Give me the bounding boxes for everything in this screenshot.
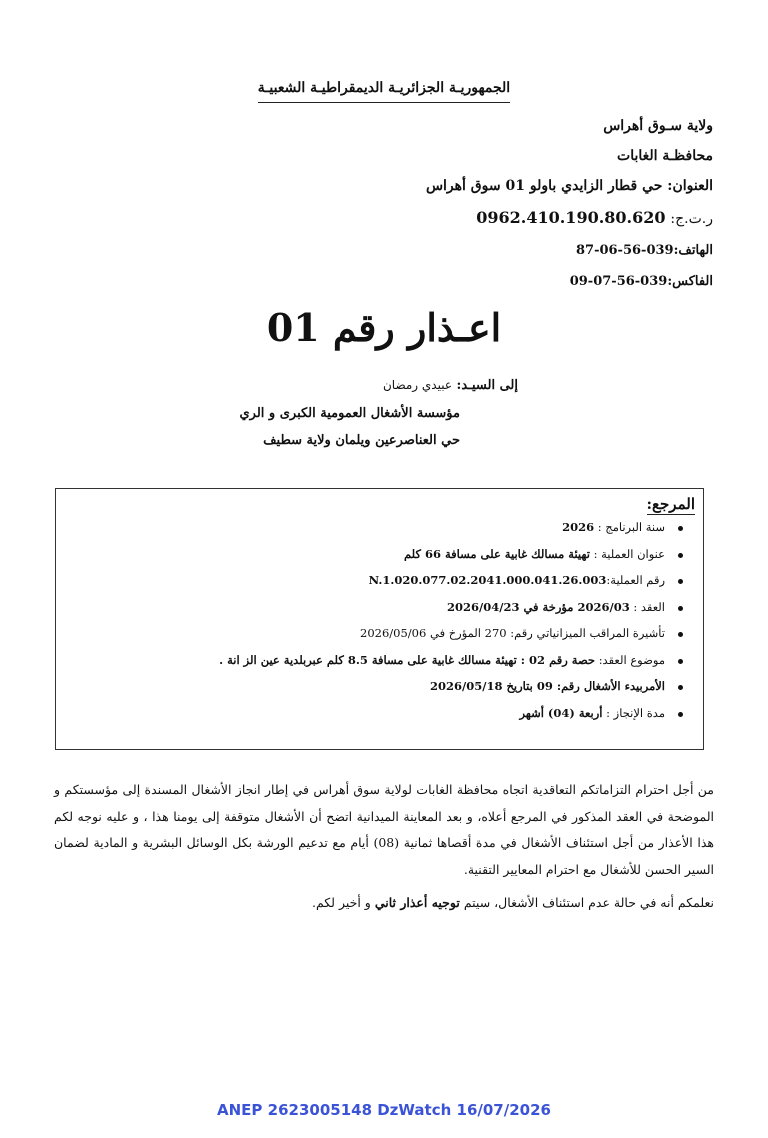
- wilaya-line: ولاية سـوق أهراس: [603, 118, 713, 134]
- list-item: تأشيرة المراقب الميزانياتي رقم: 270 المؤرخ في 2026/05/06: [65, 626, 665, 653]
- fax-line: [293, 274, 713, 289]
- fax-value: 09-07-56-039: [569, 274, 668, 289]
- list-item: موضوع العقد: حصة رقم 02 : تهيئة مسالك غابية على مسافة 8.5 كلم عبربلدية عين الز انة .: [65, 653, 665, 680]
- reference-box: [55, 488, 704, 750]
- closing-emphasis: توجيه أعذار ثاني: [374, 895, 460, 910]
- phone-value: 87-06-56-039: [575, 243, 674, 258]
- company-address: حي العناصرعين ويلمان ولاية سطيف: [263, 433, 460, 448]
- republic-heading: الجمهوريـة الجزائريـة الديمقراطيـة الشعبيـة: [200, 80, 568, 96]
- list-item: عنوان العملية : تهيئة مسالك غابية على مسافة 66 كلم: [65, 547, 665, 574]
- body-paragraph: من أجل احترام التزاماتكم التعاقدية اتجاه محافظة الغابات لولاية سوق أهراس في إطار انجاز الأشغال المسندة إلى مؤسستكم و الموضحة في العقد المذكور في المرجع أعلاه، و بعد المعاينة الميدانية اتضح أن الأشغال متوقفة إلى يومنا هذا ، و عليه نوجه لكم هذا الأعذار من أجل استئناف الأشغال في مدة أقصاها ثمانية (08) أيام مع تدعيم الورشة بكل الوسائل البشرية و المادية لضمان السير الحسن للأشغال مع احترام المعايير التقنية.: [54, 782, 714, 877]
- to-label: إلى السيـد:: [456, 378, 518, 393]
- list-item: الأمربيدء الأشغال رقم: 09 بتاريخ 2026/05/18: [65, 679, 665, 706]
- phone-label: الهاتف:: [673, 243, 713, 258]
- rc-line: [293, 208, 713, 227]
- list-item: العقد : 2026/03 مؤرخة في 2026/04/23: [65, 600, 665, 627]
- conservation-line: محافظـة الغابات: [617, 148, 713, 164]
- document-title: اعـذار رقم 01: [266, 305, 502, 350]
- reference-title: المرجع:: [646, 495, 695, 513]
- rc-value: 0962.410.190.80.620: [476, 208, 666, 227]
- fax-label: الفاكس:: [667, 274, 713, 289]
- addressee-line: [218, 378, 518, 393]
- company-name: مؤسسة الأشغال العمومية الكبرى و الري: [239, 406, 460, 421]
- address-label: العنوان:: [667, 178, 713, 194]
- address-value: حي قطار الزايدي باولو 01 سوق أهراس: [425, 178, 663, 194]
- addressee-name: عبيدي رمضان: [382, 378, 452, 392]
- list-item: رقم العملية:N.1.020.077.02.2041.000.041.26.003: [65, 573, 665, 600]
- reference-list: [65, 520, 665, 732]
- address-line: [293, 178, 713, 194]
- rc-label: ر.ت.ج:: [670, 211, 713, 227]
- footer-watermark: ANEP 2623005148 DzWatch 16/07/2026: [217, 1101, 551, 1119]
- phone-line: [293, 243, 713, 258]
- list-item: سنة البرنامج : 2026: [65, 520, 665, 547]
- list-item: مدة الإنجاز : أربعة (04) أشهر: [65, 706, 665, 733]
- closing-paragraph: نعلمكم أنه في حالة عدم استئناف الأشغال، سيتم توجيه أعذار ثاني و أخير لكم.: [311, 895, 714, 910]
